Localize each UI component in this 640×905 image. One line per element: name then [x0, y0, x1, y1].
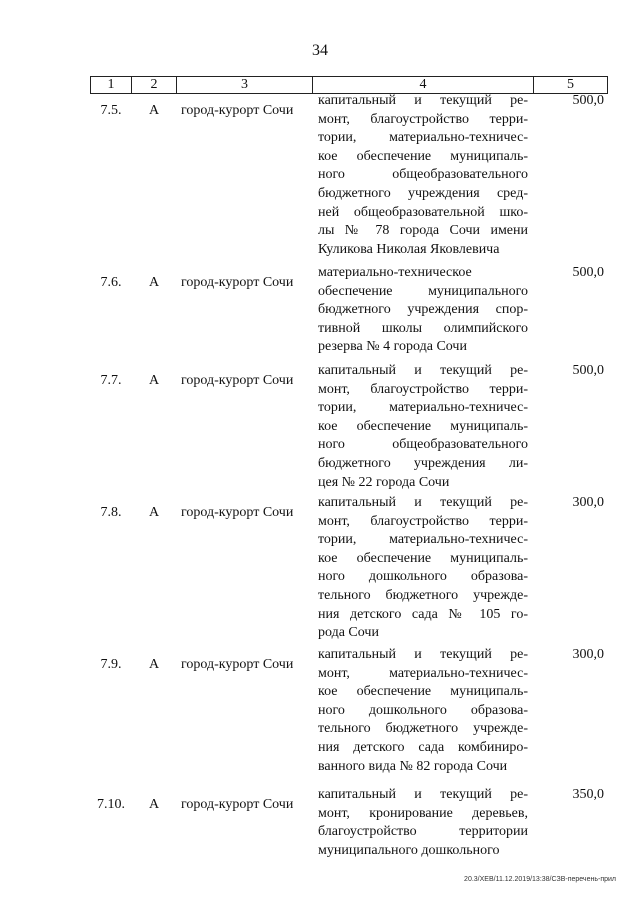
row-category: А [148, 373, 160, 388]
row-place: город-курорт Сочи [181, 103, 294, 118]
description-line: капитальный и текущий ре- [318, 787, 528, 802]
row-place: город-курорт Сочи [181, 657, 294, 672]
row-category: А [148, 797, 160, 812]
description-line: бюджетного учреждения спор- [318, 302, 528, 318]
page-number: 34 [312, 42, 328, 59]
row-number: 7.5. [100, 103, 122, 118]
description-line: кое обеспечение муниципаль- [318, 684, 528, 700]
description-line: ного дошкольного образова- [318, 702, 528, 718]
description-line: монт, благоустройство терри- [318, 111, 528, 127]
description-line: тельного бюджетного учрежде- [318, 721, 528, 737]
description-line: тории, материально-техничес- [318, 532, 528, 548]
row-amount: 500,0 [572, 265, 604, 280]
row-category: А [148, 275, 160, 290]
row-place: город-курорт Сочи [181, 797, 294, 812]
description-line: благоустройство территории [318, 824, 528, 840]
description-line: капитальный и текущий ре- [318, 647, 528, 662]
row-amount: 350,0 [572, 787, 604, 802]
row-number: 7.9. [100, 657, 122, 672]
row-number: 7.8. [100, 505, 122, 520]
description-line: кое обеспечение муниципаль- [318, 148, 528, 164]
description-line: кое обеспечение муниципаль- [318, 550, 528, 566]
row-place: город-курорт Сочи [181, 505, 294, 520]
description-line: тории, материально-техничес- [318, 400, 528, 416]
description-line: муниципального дошкольного [318, 842, 500, 858]
description-line: монт, материально-техничес- [318, 665, 528, 681]
row-category: А [148, 657, 160, 672]
description-line: цея № 22 города Сочи [318, 474, 450, 490]
description-line: ного общеобразовательного [318, 167, 528, 183]
description-line: тивной школы олимпийского [318, 320, 528, 336]
row-number: 7.10. [97, 797, 125, 812]
description-line: тории, материально-техничес- [318, 130, 528, 146]
row-description [318, 646, 528, 776]
header-col-1: 1 [91, 77, 132, 94]
row-description [318, 494, 528, 643]
row-description [318, 264, 528, 357]
row-amount: 500,0 [572, 363, 604, 378]
description-line: ного дошкольного образова- [318, 569, 528, 585]
row-number: 7.7. [100, 373, 122, 388]
description-line: ного общеобразовательного [318, 437, 528, 453]
row-place: город-курорт Сочи [181, 373, 294, 388]
description-line: бюджетного учреждения сред- [318, 185, 528, 201]
row-category: А [148, 505, 160, 520]
description-line: резерва № 4 города Сочи [318, 339, 467, 355]
row-amount: 500,0 [572, 93, 604, 108]
header-col-2: 2 [132, 77, 177, 94]
description-line: ния детского сада комбиниро- [318, 739, 528, 755]
description-line: лы № 78 города Сочи имени [318, 223, 528, 239]
header-col-5: 5 [534, 77, 608, 94]
description-line: обеспечение муниципального [318, 283, 528, 299]
description-line: бюджетного учреждения ли- [318, 455, 528, 471]
row-category: А [148, 103, 160, 118]
header-col-3: 3 [177, 77, 313, 94]
description-line: капитальный и текущий ре- [318, 495, 528, 510]
description-line: кое обеспечение муниципаль- [318, 418, 528, 434]
row-description [318, 92, 528, 259]
description-line: материально-техническое [318, 265, 472, 280]
row-amount: 300,0 [572, 495, 604, 510]
description-line: монт, кронирование деревьев, [318, 805, 528, 821]
description-line: рода Сочи [318, 625, 379, 641]
row-place: город-курорт Сочи [181, 275, 294, 290]
description-line: монт, благоустройство терри- [318, 381, 528, 397]
description-line: капитальный и текущий ре- [318, 363, 528, 378]
description-line: тельного бюджетного учрежде- [318, 587, 528, 603]
row-number: 7.6. [100, 275, 122, 290]
row-description [318, 362, 528, 492]
description-line: ванного вида № 82 города Сочи [318, 758, 508, 774]
row-description [318, 786, 528, 860]
description-line: монт, благоустройство терри- [318, 513, 528, 529]
description-line: Куликова Николая Яковлевича [318, 241, 500, 257]
footer-note: 20.3/ХЕВ/11.12.2019/13:38/СЗВ-перечень-прил [464, 876, 616, 883]
description-line: ней общеобразовательной шко- [318, 204, 528, 220]
description-line: ния детского сада № 105 го- [318, 606, 528, 622]
description-line: капитальный и текущий ре- [318, 93, 528, 108]
row-amount: 300,0 [572, 647, 604, 662]
header-col-4: 4 [313, 77, 534, 94]
